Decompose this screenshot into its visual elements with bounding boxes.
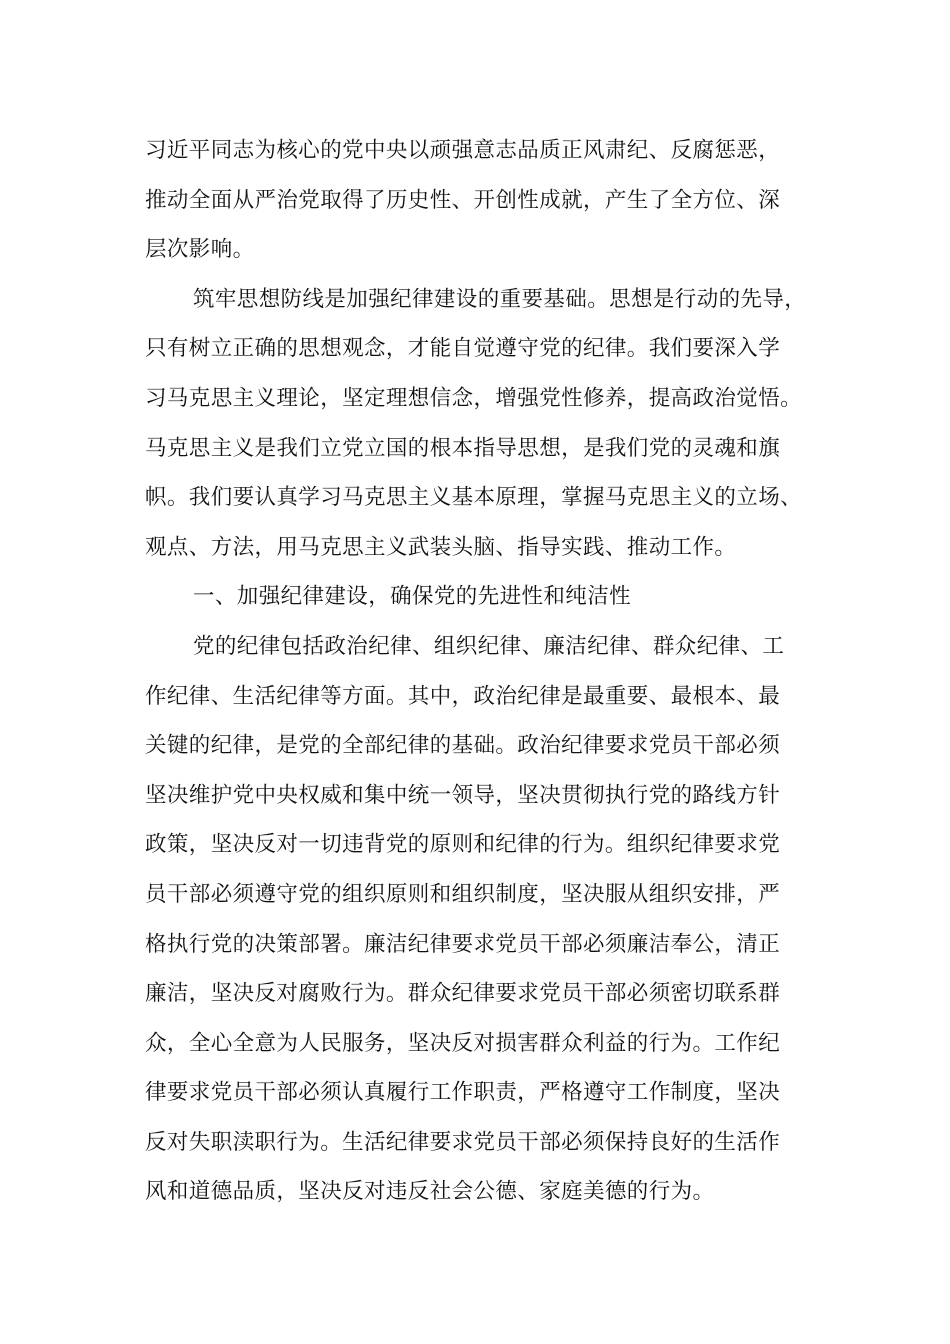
text-line: 观点、方法，用马克思主义武装头脑、指导实践、推动工作。 [145,534,737,560]
text-line: 推动全面从严治党取得了历史性、开创性成就，产生了全方位、深 [145,187,781,213]
paragraph-first-line: 一、加强纪律建设，确保党的先进性和纯洁性 [193,584,632,610]
text-line: 众，全心全意为人民服务，坚决反对损害群众利益的行为。工作纪 [145,1030,781,1056]
text-line: 马克思主义是我们立党立国的根本指导思想，是我们党的灵魂和旗 [145,435,781,461]
text-line: 政策，坚决反对一切违背党的原则和纪律的行为。组织纪律要求党 [145,832,781,858]
text-line: 坚决维护党中央权威和集中统一领导，坚决贯彻执行党的路线方针 [145,782,781,808]
text-line: 廉洁，坚决反对腐败行为。群众纪律要求党员干部必须密切联系群 [145,981,781,1007]
text-line: 反对失职渎职行为。生活纪律要求党员干部必须保持良好的生活作 [145,1129,781,1155]
text-line: 习马克思主义理论，坚定理想信念，增强党性修养，提高政治觉悟。 [145,385,803,411]
paragraph-first-line: 筑牢思想防线是加强纪律建设的重要基础。思想是行动的先导， [193,286,807,312]
text-line: 只有树立正确的思想观念，才能自觉遵守党的纪律。我们要深入学 [145,336,781,362]
text-line: 习近平同志为核心的党中央以顽强意志品质正风肃纪、反腐惩恶， [145,138,781,163]
text-line: 员干部必须遵守党的组织原则和组织制度，坚决服从组织安排，严 [145,881,781,907]
text-line: 关键的纪律，是党的全部纪律的基础。政治纪律要求党员干部必须 [145,733,781,759]
paragraph-first-line: 党的纪律包括政治纪律、组织纪律、廉洁纪律、群众纪律、工 [193,633,785,659]
body-text [145,126,830,1217]
text-line: 作纪律、生活纪律等方面。其中，政治纪律是最重要、最根本、最 [145,683,781,709]
text-line: 帜。我们要认真学习马克思主义基本原理，掌握马克思主义的立场、 [145,485,803,511]
text-line: 层次影响。 [145,237,255,263]
text-line: 律要求党员干部必须认真履行工作职责，严格遵守工作制度，坚决 [145,1080,781,1106]
text-line: 风和道德品质，坚决反对违反社会公德、家庭美德的行为。 [145,1179,715,1205]
text-line: 格执行党的决策部署。廉洁纪律要求党员干部必须廉洁奉公，清正 [145,931,781,957]
